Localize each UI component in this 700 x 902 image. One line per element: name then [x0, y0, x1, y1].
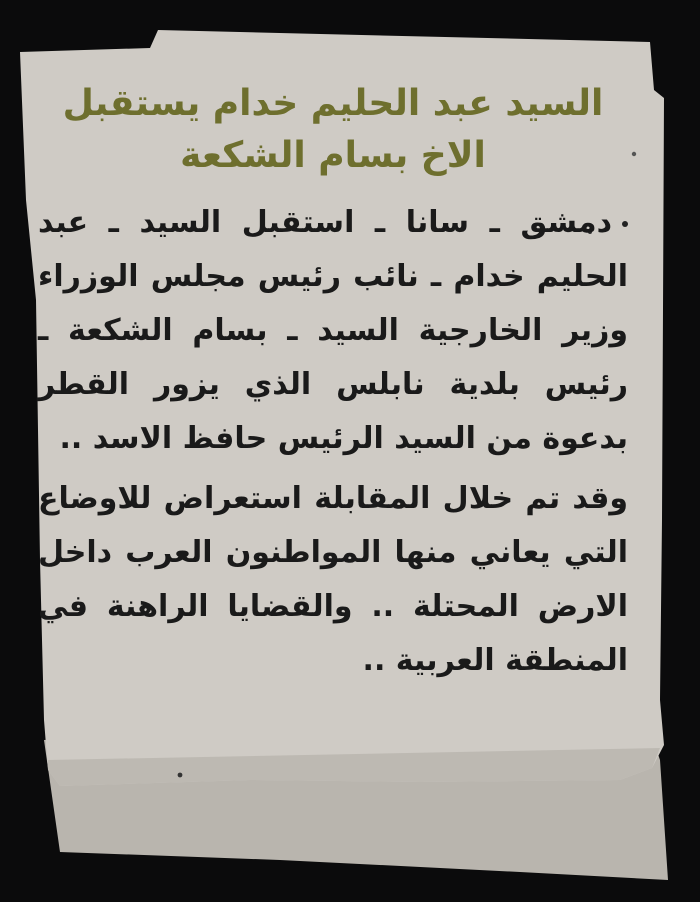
bullet-icon — [622, 221, 628, 227]
ink-speck — [178, 773, 183, 778]
article — [38, 78, 628, 688]
ink-speck — [632, 152, 636, 156]
headline-line-2: الاخ بسام الشكعة — [180, 135, 486, 176]
headline-line-1: السيد عبد الحليم خدام يستقبل — [62, 83, 604, 124]
article-body — [38, 196, 628, 688]
paragraph-1-text: دمشق ـ سانا ـ استقبل السيد ـ عبد الحليم خدام ـ نائب رئيس مجلس الوزراء وزير الخارجية السيد ـ بسام الشكعة ـ رئيس بلدية نابلس الذي يزور القطر بدعوة من السيد الرئيس حافظ الاسد .. — [38, 205, 628, 456]
article-headline — [38, 78, 628, 182]
article-paragraph-1 — [38, 196, 628, 466]
article-paragraph-2: وقد تم خلال المقابلة استعراض للاوضاع التي يعاني منها المواطنون العرب داخل الارض المحتلة .. والقضايا الراهنة في المنطقة العربية .. — [38, 481, 628, 678]
